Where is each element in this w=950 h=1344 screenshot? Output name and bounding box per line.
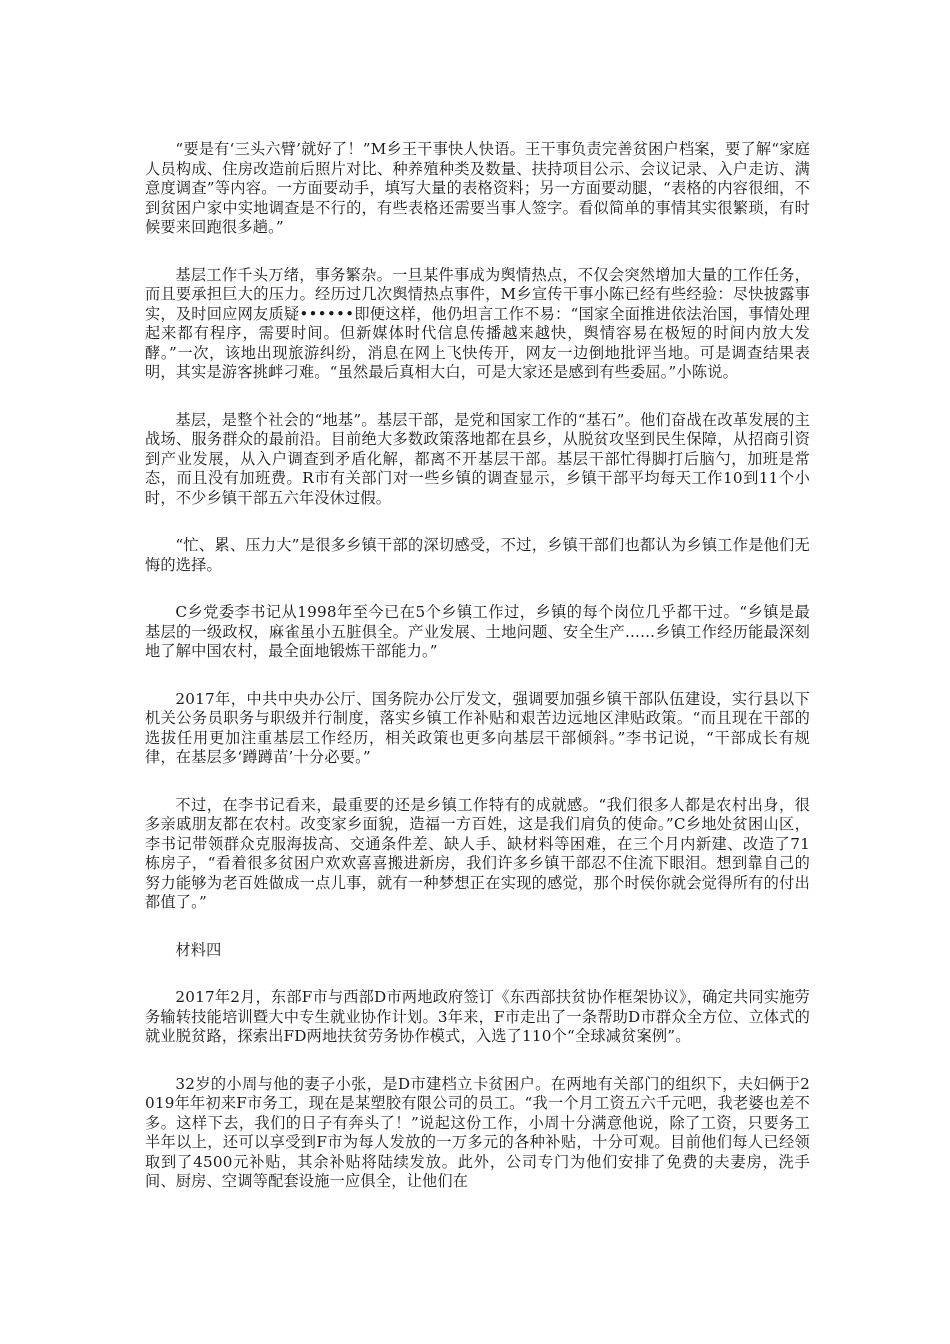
paragraph-achievement: 不过，在李书记看来，最重要的还是乡镇工作特有的成就感。“我们很多人都是农村出身，很多亲戚朋友都在农村。改变家乡面貌，造福一方百姓，这是我们肩负的使命。”C乡地处贫困山区，李书记带领群众克服海拔高、交通条件差、缺人手、缺材料等困难，在三个月内新建、改造了71栋房子，“看着很多贫困户欢欢喜喜搬进新房，我们许多乡镇干部忍不住流下眼泪。想到靠自己的努力能够为老百姓做成一点儿事，就有一种梦想正在实现的感觉，那个时侯你就会觉得所有的付出都值了。” [145, 795, 810, 911]
section-heading: 材料四 [175, 940, 222, 959]
paragraph-policy-2017: 2017年，中共中央办公厅、国务院办公厅发文，强调要加强乡镇干部队伍建设，实行县以下机关公务员职务与职级并行制度，落实乡镇工作补贴和艰苦边远地区津贴政策。“而且现在干部的选拔任用更加注重基层工作经历，相关政策也更多向基层干部倾斜。”李书记说，“干部成长有规律，在基层多‘蹲蹲苗’十分必要。” [145, 689, 810, 766]
paragraph-wang: “要是有‘三头六臂’就好了！”M乡王干事快人快语。王干事负责完善贫困户档案，要了解“家庭人员构成、住房改造前后照片对比、种养殖种类及数量、扶持项目公示、会议记录、入户走访、满意度调查”等内容。一方面要动手，填写大量的表格资料；另一方面要动腿，“表格的内容很细，不到贫困户家中实地调查是不行的，有些表格还需要当事人签字。看似简单的事情其实很繁琐，有时候要来回跑很多趟。” [145, 140, 810, 236]
paragraph-pressure: “忙、累、压力大”是很多乡镇干部的深切感受，不过，乡镇干部们也都认为乡镇工作是他们无悔的选择。 [145, 536, 810, 574]
paragraph-cooperation: 2017年2月，东部F市与西部D市两地政府签订《东西部扶贫协作框架协议》，确定共同实施劳务输转技能培训暨大中专生就业协作计划。3年来，F市走出了一条帮助D市群众全方位、立体式的就业脱贫路，探索出FD两地扶贫劳务协作模式，入选了110个“全球减贫案例”。 [145, 988, 810, 1045]
paragraph-xiaozhou: 32岁的小周与他的妻子小张，是D市建档立卡贫困户。在两地有关部门的组织下，夫妇俩于2019年年初来F市务工，现在是某塑胶有限公司的员工。“我一个月工资五六千元吧，我老婆也差不多。这样下去，我们的日子有奔头了！”说起这份工作，小周十分满意他说，除了工资，只要务工半年以上，还可以享受到F市为每人发放的一万多元的各种补贴，十分可观。目前他们每人已经领取到了4500元补贴，其余补贴将陆续发放。此外，公司专门为他们安排了免费的夫妻房，洗手间、厨房、空调等配套设施一应俱全，让他们在 [145, 1074, 810, 1190]
document-body [145, 140, 810, 1220]
paragraph-foundation: 基层，是整个社会的“地基”。基层干部，是党和国家工作的“基石”。他们奋战在改革发展的主战场、服务群众的最前沿。目前绝大多数政策落地都在县乡，从脱贫攻坚到民生保障，从招商引资到产业发展，从入户调查到矛盾化解，都离不开基层干部。基层干部忙得脚打后脑勺，加班是常态，而且没有加班费。R市有关部门对一些乡镇的调查显示，乡镇干部平均每天工作10到11个小时，不少乡镇干部五六年没休过假。 [145, 410, 810, 507]
paragraph-secretary-li: C乡党委李书记从1998年至今已在5个乡镇工作过，乡镇的每个岗位几乎都干过。“乡镇是最基层的一级政权，麻雀虽小五脏俱全。产业发展、土地问题、安全生产......乡镇工作经历能最深刻地了解中国农村，最全面地锻炼干部能力。” [145, 603, 810, 660]
paragraph-chen: 基层工作千头万绪，事务繁杂。一旦某件事成为舆情热点，不仅会突然增加大量的工作任务，而且要承担巨大的压力。经历过几次舆情热点事件，M乡宣传干事小陈已经有些经验：尽快披露事实，及时回应网友质疑••••••即便这样，他仍坦言工作不易：“国家全面推进依法治国，事情处理起来都有程序，需要时间。但新媒体时代信息传播越来越快，舆情容易在极短的时间内放大发酵。”一次，该地出现旅游纠纷，消息在网上飞快传开，网友一边倒地批评当地。可是调查结果表明，其实是游客挑衅刁难。“虽然最后真相大白，可是大家还是感到有些委屈。”小陈说。 [145, 265, 810, 381]
